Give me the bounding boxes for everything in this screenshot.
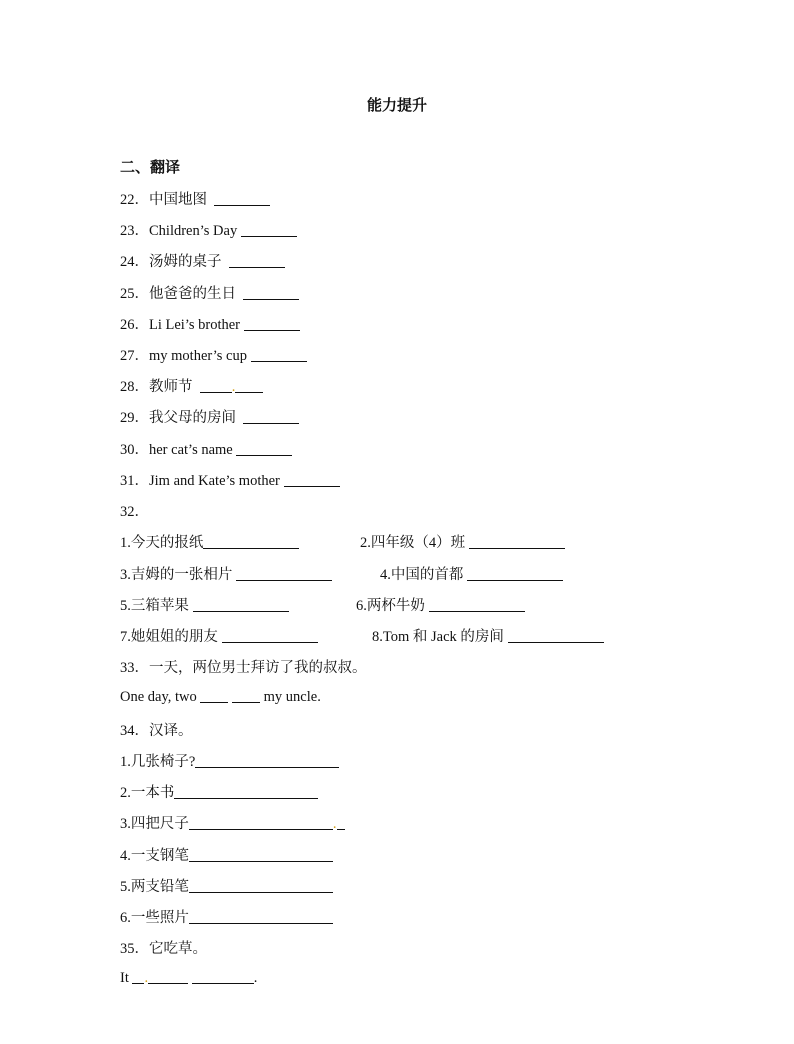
- question-number: 28．: [120, 379, 149, 395]
- question-number: 26．: [120, 317, 149, 333]
- answer-blank[interactable]: [193, 597, 289, 612]
- question-25: [120, 282, 299, 303]
- question-27: [120, 344, 307, 365]
- q32-item-text: 2.四年级（4）班: [360, 535, 466, 551]
- q32-item-text: 4.中国的首都: [380, 567, 464, 583]
- q32-item: [120, 563, 332, 584]
- q32-item: [120, 594, 289, 615]
- q32-item: [356, 594, 525, 615]
- q34-item-text: 3.四把尺子: [120, 816, 189, 832]
- question-29: [120, 406, 299, 427]
- question-text: 汤姆的桌子: [149, 254, 222, 270]
- q34-item-text: 6.一些照片: [120, 910, 189, 926]
- q32-item: [360, 531, 565, 552]
- question-33-prompt: 33．一天，两位男士拜访了我的叔叔。: [120, 660, 367, 676]
- answer-blank[interactable]: [337, 815, 345, 830]
- answer-blank[interactable]: [469, 534, 565, 549]
- q34-item: [120, 812, 345, 833]
- question-24: [120, 250, 285, 271]
- q34-item: [120, 875, 333, 896]
- answer-blank[interactable]: [192, 969, 254, 984]
- q32-item: [380, 563, 563, 584]
- answer-blank[interactable]: [132, 969, 144, 984]
- mark-dot: .: [144, 970, 149, 986]
- q34-item-text: 5.两支铅笔: [120, 879, 189, 895]
- q34-item: [120, 844, 333, 865]
- answer-blank[interactable]: [203, 534, 299, 549]
- answer-blank[interactable]: [284, 472, 340, 487]
- question-number: 27．: [120, 348, 149, 364]
- mark-dot: .: [231, 379, 236, 395]
- answer-blank[interactable]: [232, 688, 260, 703]
- question-text: my mother’s cup: [149, 348, 247, 364]
- question-text: 中国地图: [149, 192, 207, 208]
- answer-blank[interactable]: [243, 409, 299, 424]
- answer-blank[interactable]: [243, 285, 299, 300]
- question-30: [120, 438, 292, 459]
- question-23: [120, 219, 297, 240]
- question-text: her cat’s name: [149, 442, 233, 458]
- answer-blank[interactable]: [174, 784, 318, 799]
- question-text: 教师节: [149, 379, 193, 395]
- q34-item-text: 4.一支钢笔: [120, 848, 189, 864]
- question-28: [120, 375, 263, 396]
- answer-blank[interactable]: [195, 753, 339, 768]
- question-text: 他爸爸的生日: [149, 286, 236, 302]
- question-31: [120, 469, 340, 490]
- q32-item-text: 5.三箱苹果: [120, 598, 189, 614]
- answer-blank[interactable]: [189, 909, 333, 924]
- question-26: [120, 313, 300, 334]
- answer-blank[interactable]: [251, 347, 307, 362]
- question-number: 23．: [120, 223, 149, 239]
- answer-blank[interactable]: [189, 847, 333, 862]
- q32-item: [120, 625, 318, 646]
- sentence-start: It: [120, 970, 129, 986]
- page-title: 能力提升: [366, 98, 427, 114]
- q32-item-text: 1.今天的报纸: [120, 535, 204, 551]
- q32-item-text: 7.她姐姐的朋友: [120, 629, 218, 645]
- q34-item: [120, 750, 339, 771]
- question-35-prompt: 35．它吃草。: [120, 941, 207, 957]
- answer-blank[interactable]: [189, 815, 333, 830]
- answer-blank[interactable]: [189, 878, 333, 893]
- q34-item: [120, 906, 333, 927]
- answer-blank[interactable]: [229, 253, 285, 268]
- question-number: 29．: [120, 410, 149, 426]
- mark-dot: .: [332, 816, 337, 832]
- q32-item: [120, 531, 299, 552]
- answer-blank[interactable]: [235, 378, 263, 393]
- answer-blank[interactable]: [467, 566, 563, 581]
- q34-item-text: 2.一本书: [120, 785, 175, 801]
- question-number: 31．: [120, 473, 149, 489]
- question-34-prompt: 34．汉译。: [120, 723, 193, 739]
- q34-item-text: 1.几张椅子?: [120, 754, 196, 770]
- answer-blank[interactable]: [200, 378, 232, 393]
- q32-item: [372, 625, 604, 646]
- answer-blank[interactable]: [148, 969, 188, 984]
- answer-blank[interactable]: [429, 597, 525, 612]
- question-number: 24．: [120, 254, 149, 270]
- question-text: Li Lei’s brother: [149, 317, 241, 333]
- question-32-number: 32．: [120, 504, 149, 520]
- question-text: Jim and Kate’s mother: [149, 473, 280, 489]
- question-text: 我父母的房间: [149, 410, 236, 426]
- sentence-start: One day, two: [120, 689, 197, 705]
- q32-item-text: 8.Tom 和 Jack 的房间: [372, 629, 504, 645]
- sentence-end: my uncle.: [263, 689, 321, 705]
- question-number: 25．: [120, 286, 149, 302]
- question-number: 30．: [120, 442, 149, 458]
- question-number: 22．: [120, 192, 149, 208]
- answer-blank[interactable]: [214, 191, 270, 206]
- q32-item-text: 3.吉姆的一张相片: [120, 567, 233, 583]
- section-heading: 二、翻译: [120, 160, 181, 176]
- answer-blank[interactable]: [508, 628, 604, 643]
- q34-item: [120, 781, 318, 802]
- answer-blank[interactable]: [236, 566, 332, 581]
- answer-blank[interactable]: [200, 688, 228, 703]
- q32-item-text: 6.两杯牛奶: [356, 598, 425, 614]
- question-22: [120, 188, 270, 209]
- question-text: Children’s Day: [149, 223, 238, 239]
- answer-blank[interactable]: [236, 441, 292, 456]
- question-33-sentence: [120, 688, 321, 706]
- answer-blank[interactable]: [241, 222, 297, 237]
- answer-blank[interactable]: [222, 628, 318, 643]
- question-35-sentence: It . .: [120, 970, 258, 986]
- answer-blank[interactable]: [244, 316, 300, 331]
